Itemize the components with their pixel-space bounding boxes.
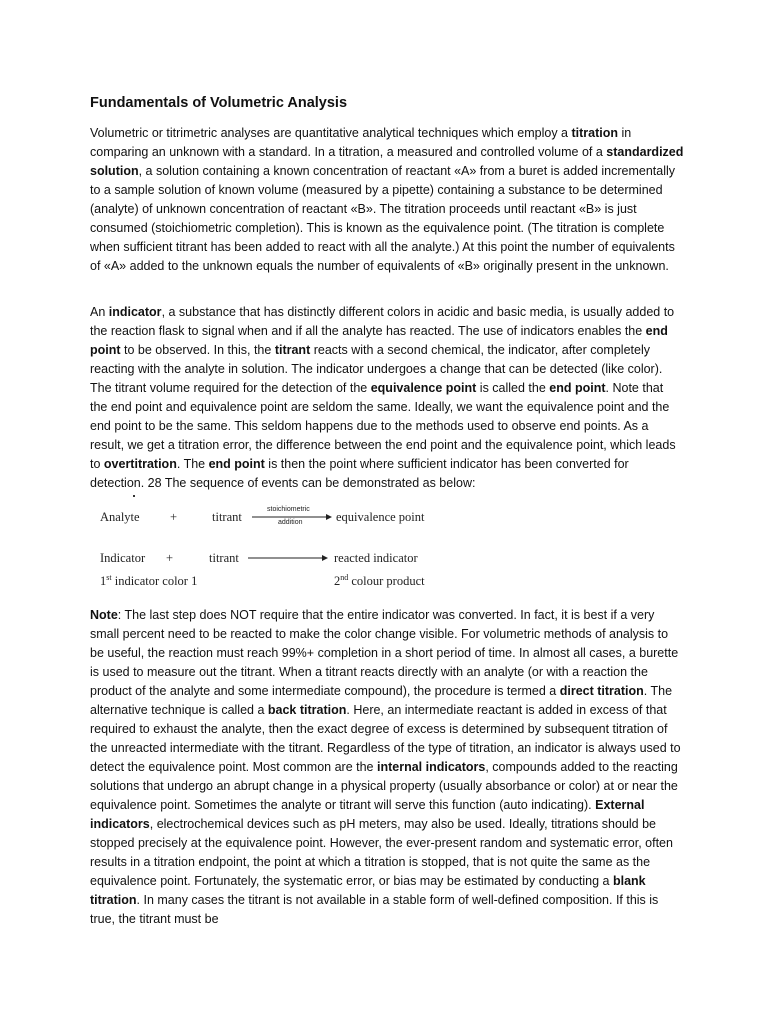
- paragraph-note: [90, 606, 684, 929]
- bold-term: overtitration: [103, 457, 177, 471]
- bold-term: External indicators: [90, 798, 645, 831]
- diagram-plus-2: +: [166, 551, 174, 565]
- diagram-indicator-color-1: 1st indicator color 1: [100, 573, 198, 589]
- text-run: , compounds added to the reacting solutions that undergo an abrupt change in a physical property (usually absorbance or color) at or near the equivalence point. Sometimes the analyte or titrant will serve this function (auto indicating).: [90, 760, 678, 812]
- page-title: Fundamentals of Volumetric Analysis: [90, 95, 348, 111]
- bold-term: titration: [571, 126, 619, 140]
- diagram-plus-1: +: [170, 510, 178, 524]
- diagram-analyte-label: Analyte: [100, 510, 140, 524]
- text-run: , a substance that has distinctly different colors in acidic and basic media, is usually added to the reaction flask to signal when and if all the analyte has reacted. The use of indicators enables the: [90, 305, 675, 338]
- text-run: . Here, an intermediate reactant is added in excess of that required to exhaust the analyte, then the exact degree of excess is determined by subsequent titration of the unreacted intermediate with the titrant. Regardless of the type of titration, an indicator is always used to detect the equivalence point. Most common are the: [90, 703, 681, 774]
- bold-term: standardized solution: [90, 145, 684, 178]
- text-run: . Note that the end point and equivalence point are seldom the same. Ideally, we want the equivalence point and the end point to be the same. This seldom happens due to the methods used to observe end points. As a result, we get a titration error, the difference between the end point and the equivalence point, which leads to: [90, 381, 676, 471]
- bold-term: internal indicators: [376, 760, 486, 774]
- text-run: : The last step does NOT require that the entire indicator was converted. In fact, it is best if a very small percent need to be reacted to make the color change visible. For volumetric methods of analysis to be useful, the reaction must reach 99%+ completion in a short period of time. In almost all cases, a burette is used to measure out the titrant. When a titrant reacts directly with an analyte (or with a reaction the product of the analyte and some intermediate compound), the procedure is termed a: [90, 608, 679, 698]
- diagram-titrant-2: titrant: [209, 551, 239, 565]
- text-run: is then the point where sufficient indicator has been converted for detection. 28 The sequence of events can be demonstrated as below:: [90, 457, 629, 490]
- arrow-label-below: addition: [278, 519, 303, 526]
- bold-term: titrant: [274, 343, 311, 357]
- text-run: in comparing an unknown with a standard. In a titration, a measured and controlled volume of a: [90, 126, 632, 159]
- text-run: reacts with a second chemical, the indicator, after completely reacting with the analyte in solution. The indicator undergoes a change that can be detected (like color). The titrant volume required for the detection of the: [90, 343, 663, 395]
- diagram-indicator-label: Indicator: [100, 551, 146, 565]
- stoichiometric-arrow-icon: [252, 513, 332, 521]
- text-run: . The alternative technique is called a: [90, 684, 673, 717]
- arrow-label-above: stoichiometric: [267, 506, 310, 513]
- bold-term: direct titration: [559, 684, 644, 698]
- text-run: , a solution containing a known concentration of reactant «A» from a buret is added incrementally to a sample solution of known volume (measured by a pipette) containing a substance to be determined (analyte) of unknown concentration of reactant «B». The titration proceeds until reactant «B» is just consumed (stoichiometric completion). This is known as the equivalence point. (The titration is complete when sufficient titrant has been added to react with all the analyte.) At this point the number of equivalents of «A» added to the unknown equals the number of equivalents of «B» originally present in the unknown.: [90, 164, 676, 273]
- bold-term: back titration: [267, 703, 347, 717]
- bold-term: equivalence point: [370, 381, 477, 395]
- diagram-reacted-indicator: reacted indicator: [334, 551, 418, 565]
- text-run: . The: [176, 457, 209, 471]
- paragraph-intro: [90, 124, 684, 276]
- diagram-colour-product: 2nd colour product: [334, 573, 425, 589]
- stray-dot: [133, 495, 135, 497]
- text-run: is called the: [476, 381, 550, 395]
- text-run: . In many cases the titrant is not available in a stable form of well-defined composition. If this is true, the titrant must be: [90, 893, 659, 926]
- bold-term: indicator: [108, 305, 162, 319]
- reaction-sequence-diagram: [90, 500, 684, 592]
- text-run: , electrochemical devices such as pH meters, may also be used. Ideally, titrations should be stopped precisely at the equivalence point. However, the ever-present random and systematic error, often results in a titration endpoint, the point at which a titration is stopped, that is not quite the same as the equivalence point. Fortunately, the systematic error, or bias may be estimated by conducting a: [90, 817, 673, 888]
- bold-term: end point: [549, 381, 606, 395]
- text-run: Volumetric or titrimetric analyses are quantitative analytical techniques which employ a: [90, 126, 572, 140]
- diagram-equivalence-point: equivalence point: [336, 510, 425, 524]
- bold-term: end point: [90, 324, 668, 357]
- bold-term: blank titration: [90, 874, 646, 907]
- diagram-titrant-1: titrant: [212, 510, 242, 524]
- text-run: to be observed. In this, the: [120, 343, 275, 357]
- bold-term: Note: [90, 608, 118, 622]
- bold-term: end point: [208, 457, 265, 471]
- reaction-arrow-icon: [248, 554, 328, 562]
- text-run: An: [90, 305, 109, 319]
- paragraph-indicator: [90, 303, 684, 493]
